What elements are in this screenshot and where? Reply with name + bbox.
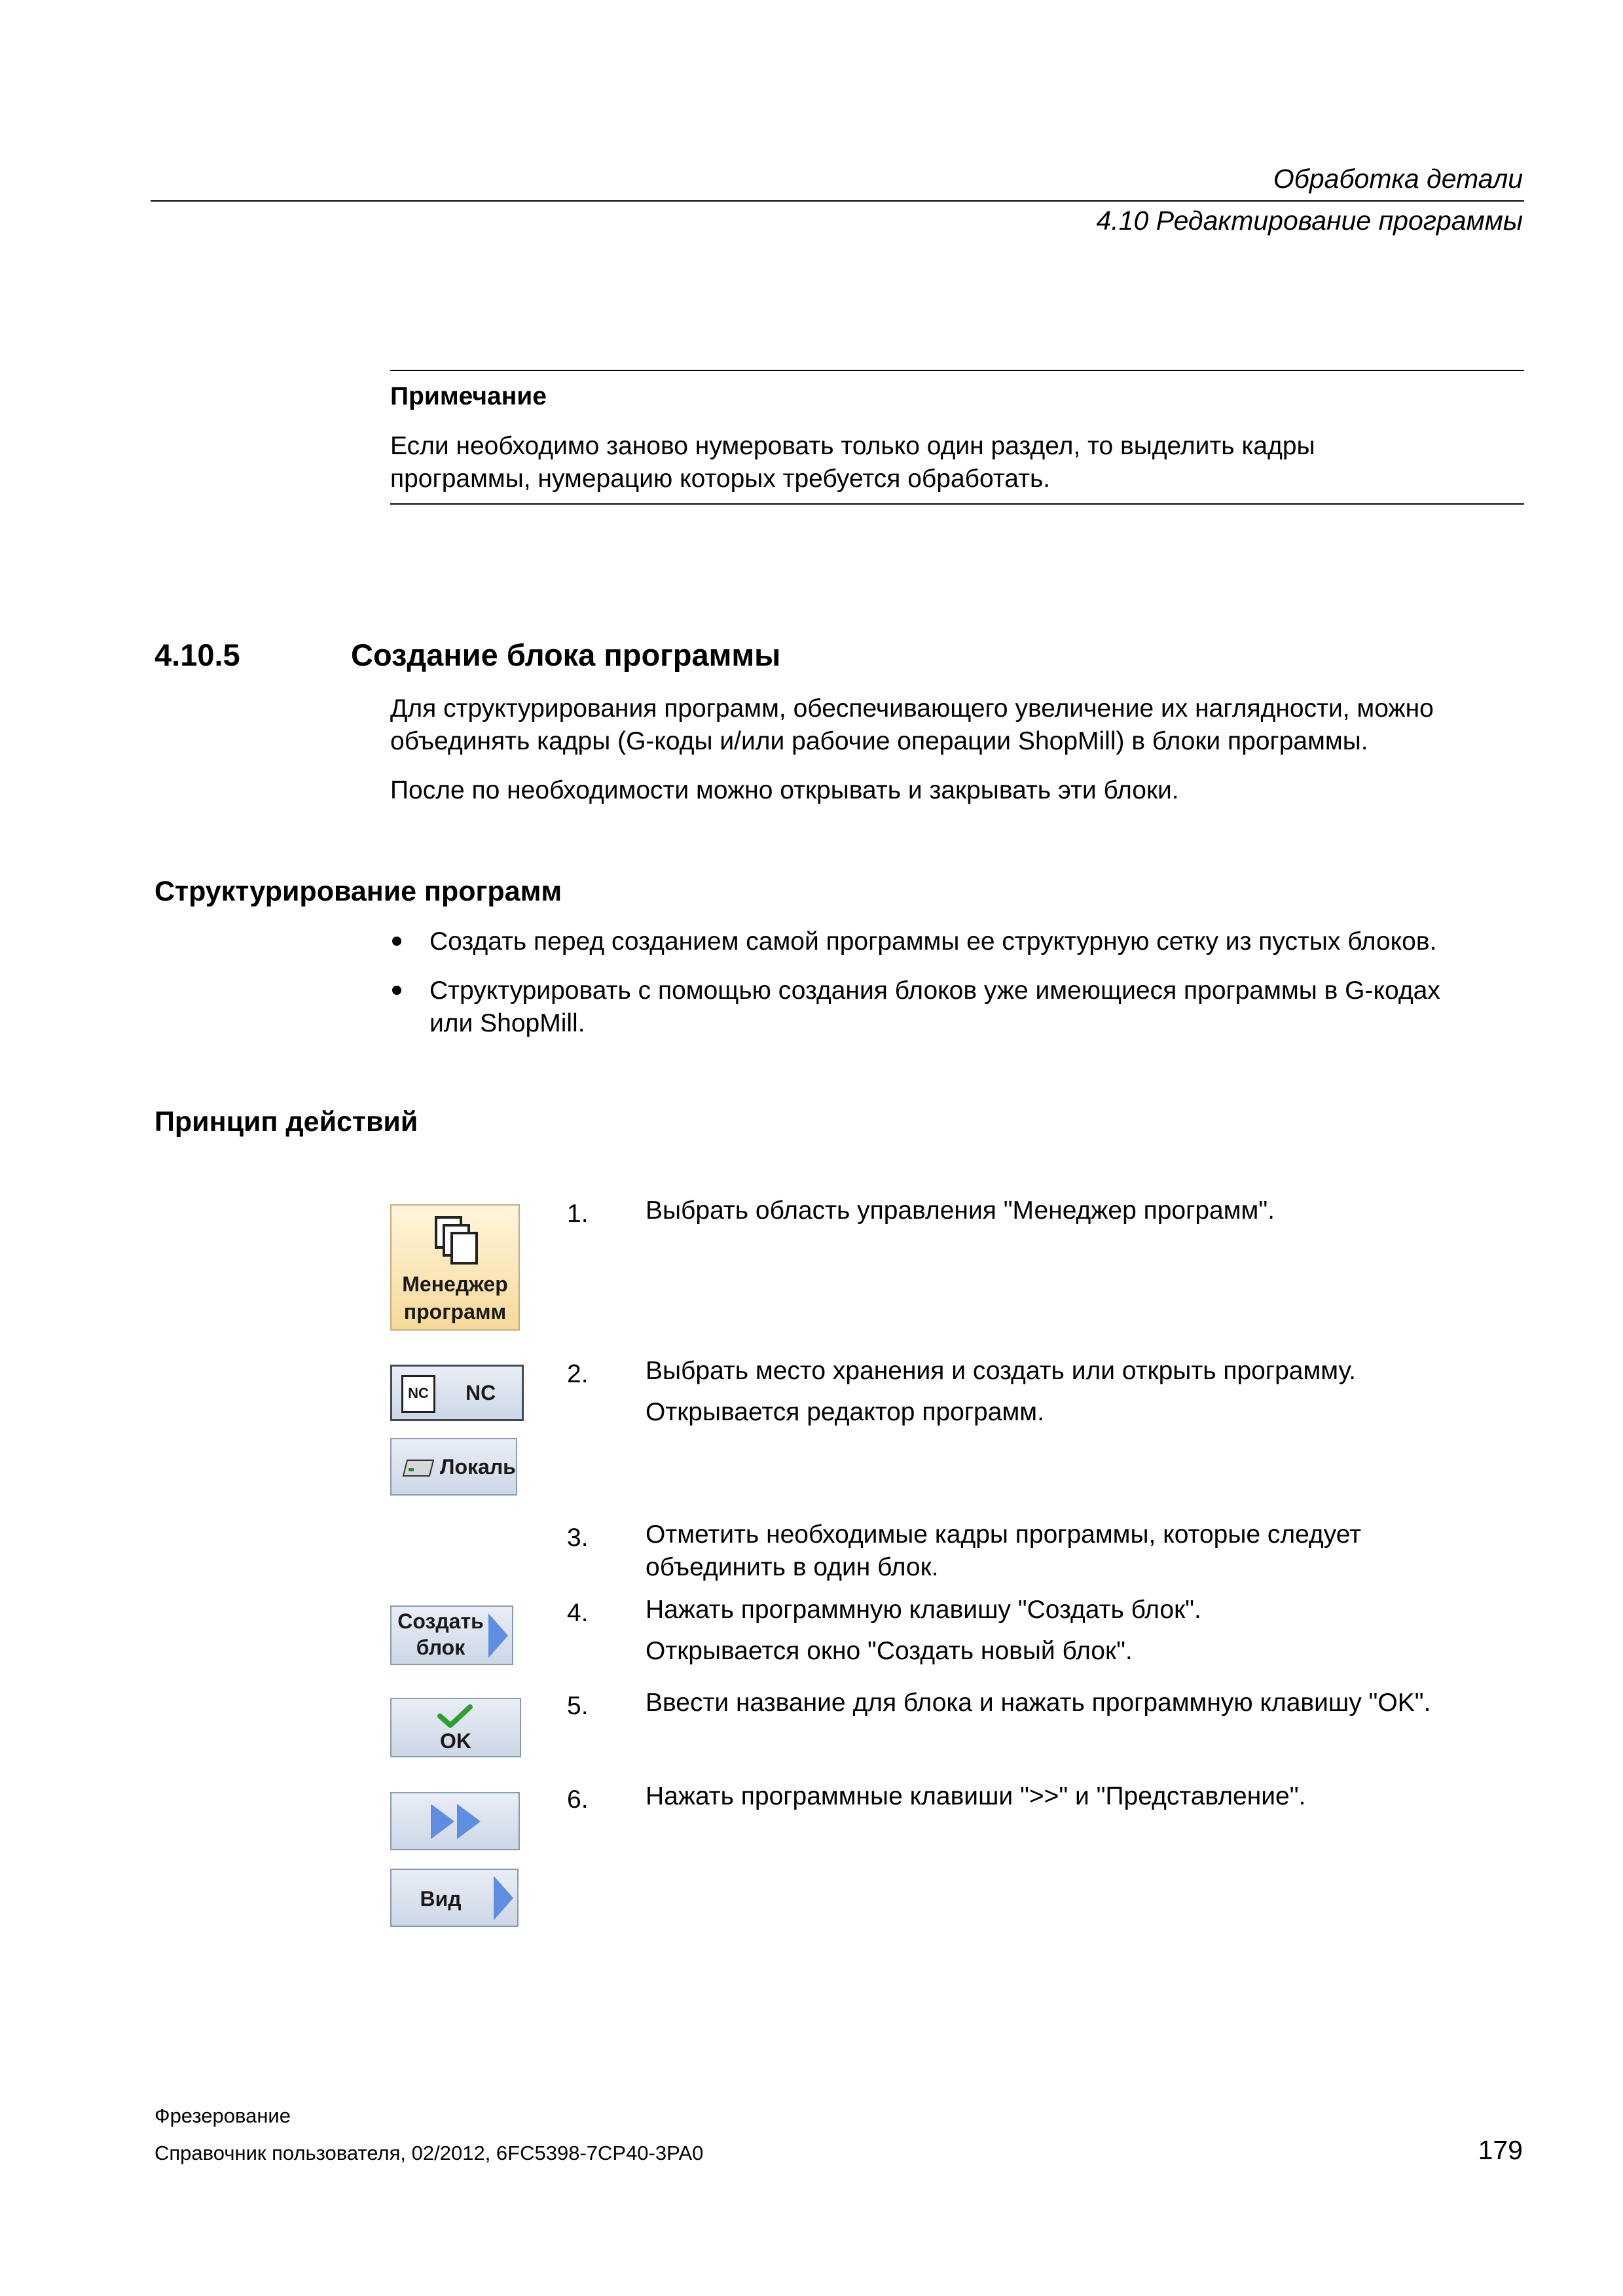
step-3-text-line2: объединить в один блок. (646, 1553, 939, 1581)
note-title: Примечание (390, 382, 547, 410)
step-6-text: Нажать программные клавиши ">>" и "Представление". (646, 1782, 1306, 1810)
header-chapter: Обработка детали (1273, 164, 1523, 194)
step-1-text: Выбрать область управления "Менеджер программ". (646, 1196, 1275, 1225)
note-bottom-rule (390, 503, 1524, 505)
footer-line-1: Фрезерование (155, 2104, 291, 2127)
nc-folder-icon: NC (401, 1375, 435, 1413)
step-3-text-line1: Отметить необходимые кадры программы, которые следует (646, 1520, 1362, 1549)
step-6-number: 6. (567, 1785, 589, 1814)
nc-label: NC (465, 1381, 496, 1405)
create-block-softkey[interactable] (390, 1605, 513, 1665)
more-softkey[interactable] (390, 1792, 520, 1850)
checkmark-icon (437, 1704, 473, 1728)
section-para1-line1: Для структурирования программ, обеспечивающего увеличение их наглядности, можно (390, 694, 1434, 723)
step-2-text-line1: Выбрать место хранения и создать или открыть программу. (646, 1357, 1356, 1385)
principle-heading: Принцип действий (155, 1106, 418, 1138)
view-label: Вид (420, 1887, 462, 1910)
arrow-right-icon (488, 1613, 508, 1658)
create-block-label-2: блок (416, 1636, 465, 1659)
note-line-1: Если необходимо заново нумеровать только один раздел, то выделить кадры (390, 432, 1315, 460)
nc-softkey[interactable] (390, 1365, 524, 1421)
section-title: Создание блока программы (351, 637, 781, 672)
note-line-2: программы, нумерацию которых требуется обработать. (390, 465, 1051, 493)
step-2-text-line2: Открывается редактор программ. (646, 1398, 1044, 1426)
program-manager-softkey[interactable] (390, 1204, 520, 1331)
drive-icon (402, 1459, 435, 1477)
header-section: 4.10 Редактирование программы (1096, 206, 1523, 236)
structuring-bullet-2-line1: Структурировать с помощью создания блоков уже имеющиеся программы в G-кодах (429, 977, 1440, 1005)
header-rule (151, 200, 1524, 202)
step-1-number: 1. (567, 1200, 589, 1228)
section-para2: После по необходимости можно открывать и закрывать эти блоки. (390, 776, 1179, 804)
step-4-text-line2: Открывается окно "Создать новый блок". (646, 1637, 1133, 1665)
ok-label: OK (440, 1729, 471, 1753)
step-5-text: Ввести название для блока и нажать программную клавишу "OK". (646, 1689, 1431, 1717)
view-softkey[interactable] (390, 1869, 519, 1927)
step-4-number: 4. (567, 1599, 589, 1627)
local-drive-softkey[interactable] (390, 1438, 517, 1496)
local-drive-label: Локаль (440, 1455, 516, 1479)
create-block-label-1: Создать (397, 1609, 484, 1633)
step-5-number: 5. (567, 1692, 589, 1720)
structuring-bullet-1: Создать перед созданием самой программы ее структурную сетку из пустых блоков. (429, 927, 1437, 956)
program-manager-icon (433, 1215, 481, 1267)
structuring-heading: Структурирование программ (155, 876, 562, 907)
program-manager-label-2: программ (403, 1300, 507, 1323)
bullet-dot-1 (392, 937, 401, 946)
note-top-rule (390, 370, 1524, 371)
section-number: 4.10.5 (155, 637, 240, 672)
step-2-number: 2. (567, 1360, 589, 1388)
section-para1-line2: объединять кадры (G-коды и/или рабочие операции ShopMill) в блоки программы. (390, 727, 1368, 755)
structuring-bullet-2-line2: или ShopMill. (429, 1009, 585, 1037)
arrow-right-icon (494, 1876, 513, 1920)
program-manager-label-1: Менеджер (402, 1272, 508, 1296)
footer-line-2: Справочник пользователя, 02/2012, 6FC5398-7CP40-3PA0 (155, 2142, 704, 2164)
bullet-dot-2 (392, 986, 401, 995)
step-4-text-line1: Нажать программную клавишу "Создать блок". (646, 1596, 1201, 1624)
page-number: 179 (1478, 2135, 1523, 2165)
double-arrow-icon (429, 1803, 483, 1840)
ok-softkey[interactable] (390, 1698, 521, 1757)
step-3-number: 3. (567, 1524, 589, 1552)
